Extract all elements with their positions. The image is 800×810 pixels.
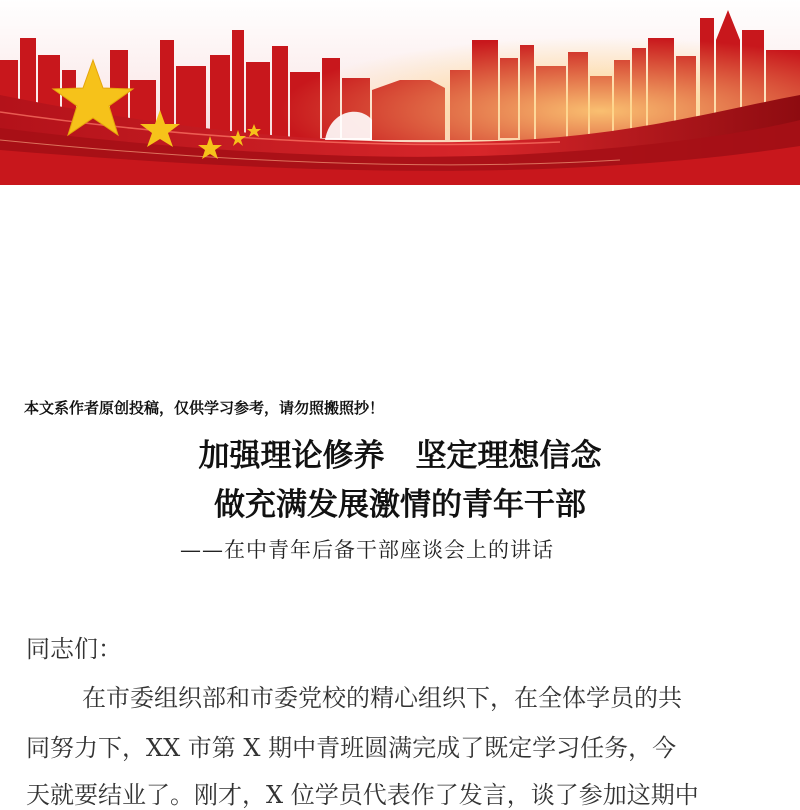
document-subtitle: ——在中青年后备干部座谈会上的讲话 — [180, 538, 554, 562]
document-title-line-1: 加强理论修养 坚定理想信念 — [198, 438, 602, 474]
header-banner — [0, 0, 800, 185]
document-title-line-2: 做充满发展激情的青年干部 — [214, 487, 586, 523]
greeting: 同志们： — [26, 635, 122, 663]
body-line: 在市委组织部和市委党校的精心组织下，在全体学员的共 — [82, 684, 682, 712]
body-line: 同努力下，XX 市第 X 期中青班圆满完成了既定学习任务，今 — [26, 734, 677, 762]
city-skyline-banner-image — [0, 0, 800, 185]
copyright-notice: 本文系作者原创投稿，仅供学习参考，请勿照搬照抄！ — [24, 399, 385, 417]
body-line: 天就要结业了。刚才，X 位学员代表作了发言，谈了参加这期中 — [26, 781, 699, 809]
